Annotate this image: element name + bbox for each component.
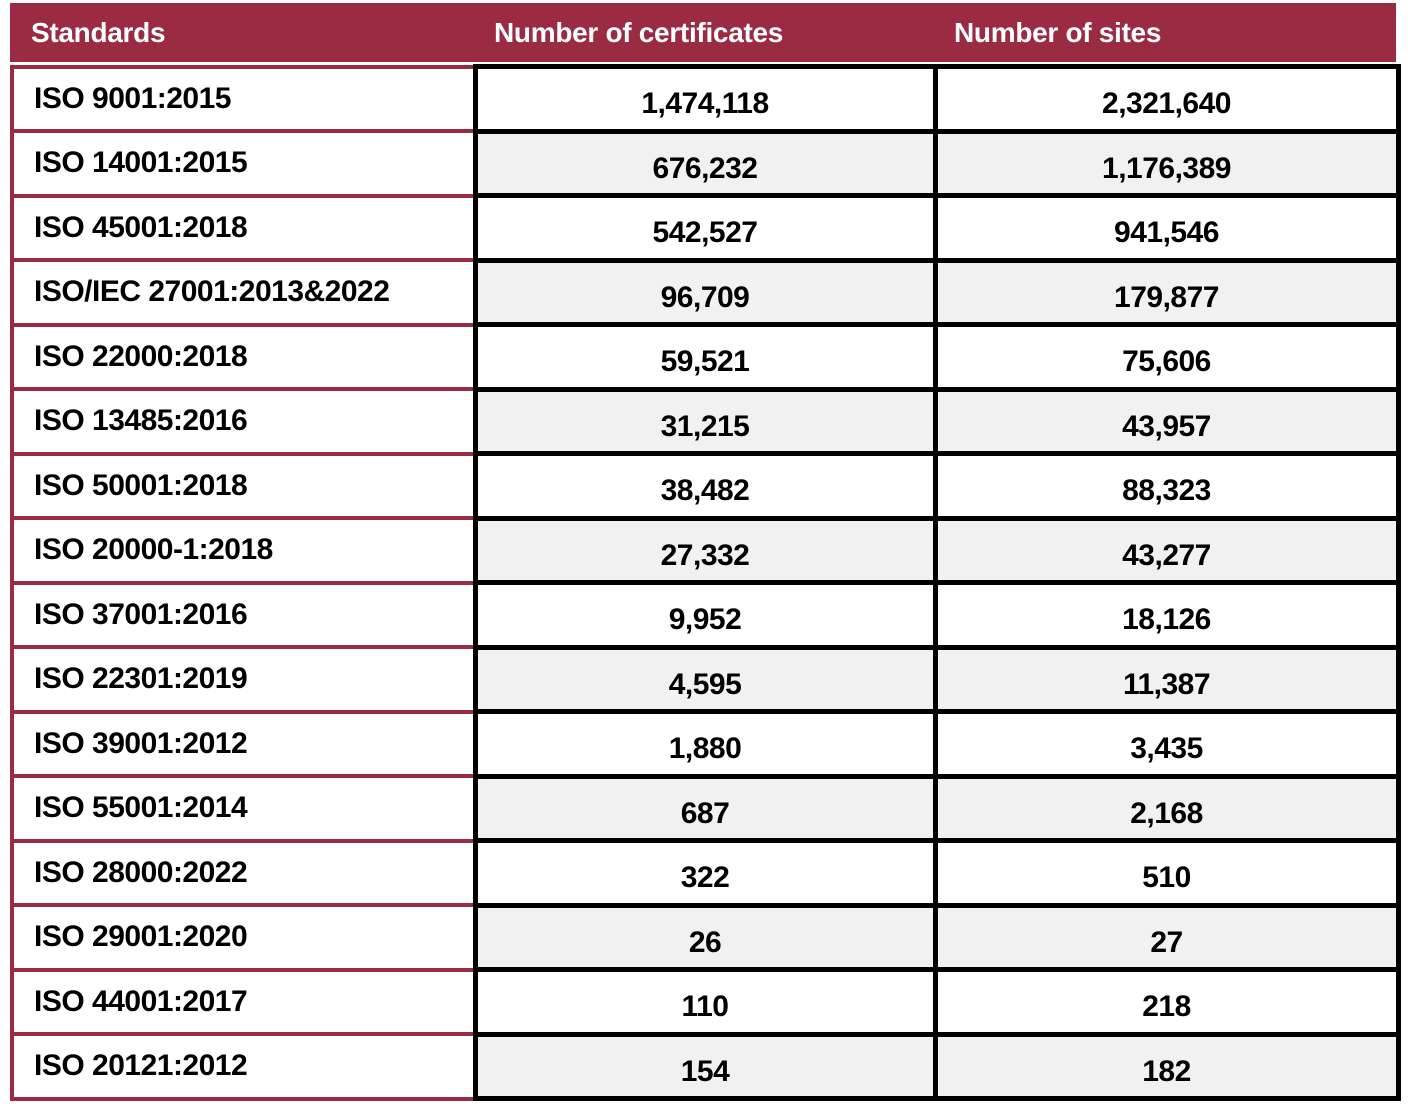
- standard-cell: ISO 20000-1:2018: [12, 518, 475, 583]
- table-row: [12, 196, 1398, 261]
- sites-cell: 218: [935, 970, 1398, 1035]
- standard-cell: ISO 28000:2022: [12, 841, 475, 906]
- table-row: [12, 389, 1398, 454]
- sites-cell: 3,435: [935, 712, 1398, 777]
- certificates-cell: 322: [475, 841, 935, 906]
- certificates-cell: 542,527: [475, 196, 935, 261]
- standard-cell: ISO 39001:2012: [12, 712, 475, 777]
- certificates-cell: 96,709: [475, 260, 935, 325]
- certificates-cell: 38,482: [475, 454, 935, 519]
- table-row: [12, 841, 1398, 906]
- certificates-cell: 31,215: [475, 389, 935, 454]
- table-row: [12, 454, 1398, 519]
- standard-cell: ISO 13485:2016: [12, 389, 475, 454]
- table-row: [12, 518, 1398, 583]
- table-row: [12, 970, 1398, 1035]
- standard-cell: ISO 44001:2017: [12, 970, 475, 1035]
- header-certificates: Number of certificates: [494, 16, 784, 48]
- table-row: [12, 131, 1398, 196]
- certificates-cell: 1,474,118: [475, 67, 935, 132]
- standard-cell: ISO 9001:2015: [12, 67, 475, 132]
- standard-cell: ISO/IEC 27001:2013&2022: [12, 260, 475, 325]
- standard-cell: ISO 29001:2020: [12, 905, 475, 970]
- standard-cell: ISO 37001:2016: [12, 583, 475, 648]
- certificates-cell: 26: [475, 905, 935, 970]
- sites-cell: 43,277: [935, 518, 1398, 583]
- certificates-cell: 4,595: [475, 647, 935, 712]
- standard-cell: ISO 55001:2014: [12, 776, 475, 841]
- certificates-cell: 9,952: [475, 583, 935, 648]
- table-row: [12, 325, 1398, 390]
- table-row: [12, 712, 1398, 777]
- certificates-cell: 59,521: [475, 325, 935, 390]
- sites-cell: 27: [935, 905, 1398, 970]
- standard-cell: ISO 14001:2015: [12, 131, 475, 196]
- sites-cell: 43,957: [935, 389, 1398, 454]
- standard-cell: ISO 22000:2018: [12, 325, 475, 390]
- table-row: [12, 260, 1398, 325]
- table-header-row: [10, 3, 1396, 62]
- sites-cell: 11,387: [935, 647, 1398, 712]
- iso-survey-table: [10, 3, 1396, 1101]
- certificates-cell: 27,332: [475, 518, 935, 583]
- sites-cell: 88,323: [935, 454, 1398, 519]
- table-row: [12, 905, 1398, 970]
- table-row: [12, 776, 1398, 841]
- table-row: [12, 647, 1398, 712]
- certificates-cell: 110: [475, 970, 935, 1035]
- sites-cell: 75,606: [935, 325, 1398, 390]
- sites-cell: 18,126: [935, 583, 1398, 648]
- sites-cell: 2,168: [935, 776, 1398, 841]
- table-row: [12, 67, 1398, 132]
- table-row: [12, 1034, 1398, 1099]
- header-standards: Standards: [31, 16, 166, 48]
- standard-cell: ISO 50001:2018: [12, 454, 475, 519]
- certificates-cell: 1,880: [475, 712, 935, 777]
- sites-cell: 941,546: [935, 196, 1398, 261]
- certificates-cell: 687: [475, 776, 935, 841]
- standard-cell: ISO 20121:2012: [12, 1034, 475, 1099]
- certificates-cell: 154: [475, 1034, 935, 1099]
- certificates-cell: 676,232: [475, 131, 935, 196]
- sites-cell: 510: [935, 841, 1398, 906]
- sites-cell: 182: [935, 1034, 1398, 1099]
- sites-cell: 179,877: [935, 260, 1398, 325]
- standard-cell: ISO 22301:2019: [12, 647, 475, 712]
- table-body: [10, 64, 1401, 1101]
- sites-cell: 2,321,640: [935, 67, 1398, 132]
- standard-cell: ISO 45001:2018: [12, 196, 475, 261]
- sites-cell: 1,176,389: [935, 131, 1398, 196]
- header-sites: Number of sites: [954, 16, 1162, 48]
- table-row: [12, 583, 1398, 648]
